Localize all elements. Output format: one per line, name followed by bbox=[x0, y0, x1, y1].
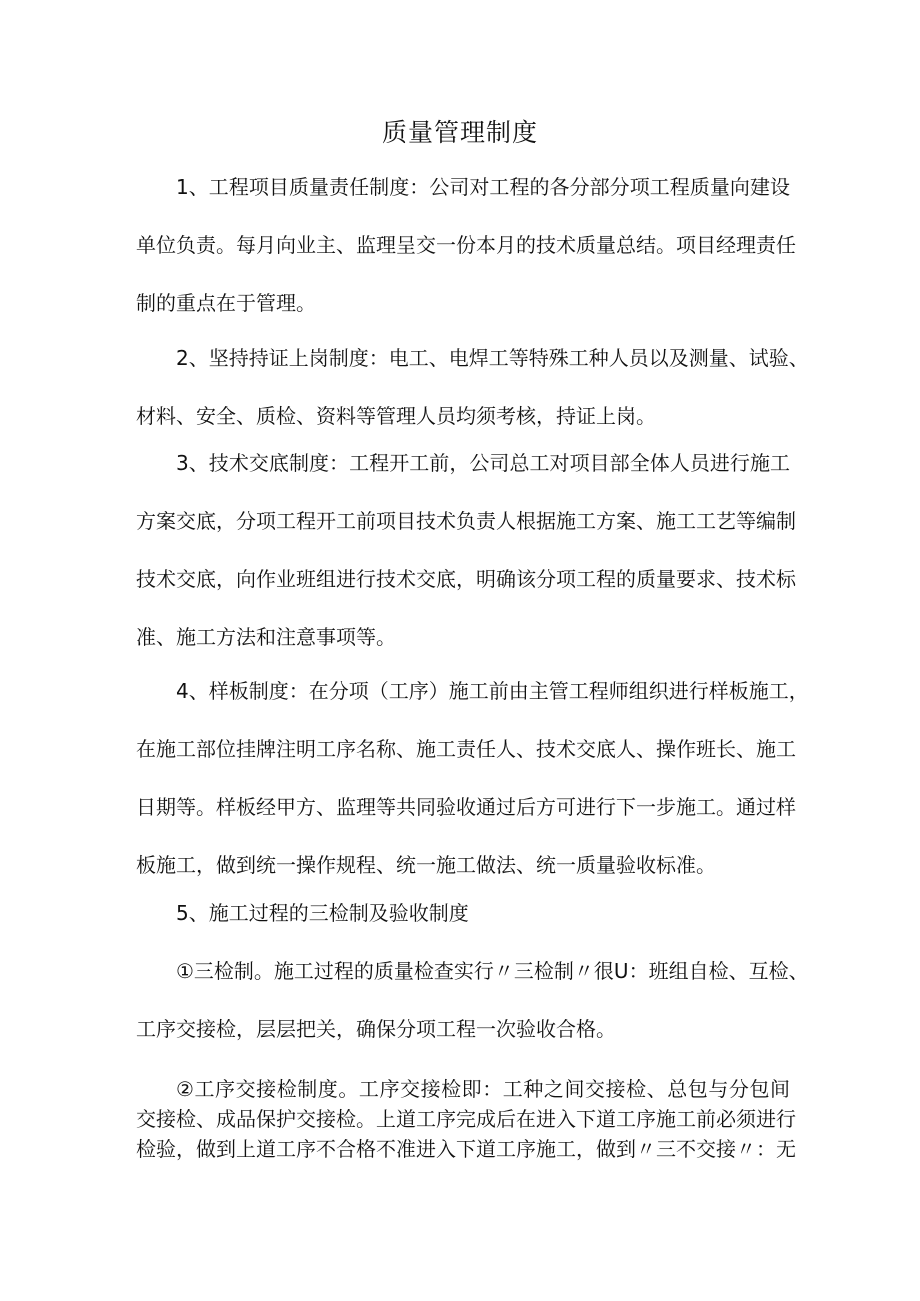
paragraph-line: 2、坚持持证上岗制度：电工、电焊工等特殊工种人员以及测量、试验、 bbox=[176, 346, 809, 370]
paragraph-sample-system bbox=[136, 662, 809, 894]
paragraph-line: 检验，做到上道工序不合格不准进入下道工序施工，做到〃三不交接〃：无 bbox=[136, 1137, 796, 1161]
paragraph-line: 方案交底，分项工程开工前项目技术负责人根据施工方案、施工工艺等编制 bbox=[136, 509, 796, 533]
paragraph-line: 技术交底，向作业班组进行技术交底，明确该分项工程的质量要求、技术标 bbox=[136, 567, 796, 591]
paragraph-line: 5、施工过程的三检制及验收制度 bbox=[176, 901, 469, 925]
paragraph-certified-posts bbox=[136, 329, 809, 445]
paragraph-line: 3、技术交底制度：工程开工前，公司总工对项目部全体人员进行施工 bbox=[176, 451, 790, 475]
paragraph-line: 1、工程项目质量责任制度：公司对工程的各分部分项工程质量向建设 bbox=[176, 175, 790, 199]
paragraph-line: 在施工部位挂牌注明工序名称、施工责任人、技术交底人、操作班长、施工 bbox=[136, 737, 796, 761]
paragraph-process-handover bbox=[136, 1074, 796, 1164]
paragraph-three-checks bbox=[136, 942, 809, 1058]
paragraph-line: 交接检、成品保护交接检。上道工序完成后在进入下道工序施工前必须进行 bbox=[136, 1107, 796, 1131]
paragraph-line: ②工序交接检制度。工序交接检即：工种之间交接检、总包与分包间 bbox=[176, 1077, 790, 1101]
document-title: 质量管理制度 bbox=[381, 118, 538, 147]
paragraph-quality-responsibility bbox=[136, 158, 796, 332]
paragraph-technical-briefing bbox=[136, 434, 796, 666]
paragraph-line: 制的重点在于管理。 bbox=[136, 291, 316, 315]
paragraph-line: 4、样板制度：在分项（工序）施工前由主管工程师组织进行样板施工， bbox=[176, 679, 809, 703]
paragraph-line: 工序交接检，层层把关，确保分项工程一次验收合格。 bbox=[136, 1017, 616, 1041]
paragraph-line: 材料、安全、质检、资料等管理人员均须考核，持证上岗。 bbox=[136, 404, 656, 428]
paragraph-inspection-heading bbox=[136, 884, 790, 942]
paragraph-line: 准、施工方法和注意事项等。 bbox=[136, 625, 396, 649]
paragraph-line: 单位负责。每月向业主、监理呈交一份本月的技术质量总结。项目经理责任 bbox=[136, 233, 796, 257]
paragraph-line: 日期等。样板经甲方、监理等共同验收通过后方可进行下一步施工。通过样 bbox=[136, 795, 796, 819]
paragraph-line: ①三检制。施工过程的质量检查实行〃三检制〃很U：班组自检、互检、 bbox=[176, 959, 809, 983]
paragraph-line: 板施工，做到统一操作规程、统一施工做法、统一质量验收标准。 bbox=[136, 853, 716, 877]
